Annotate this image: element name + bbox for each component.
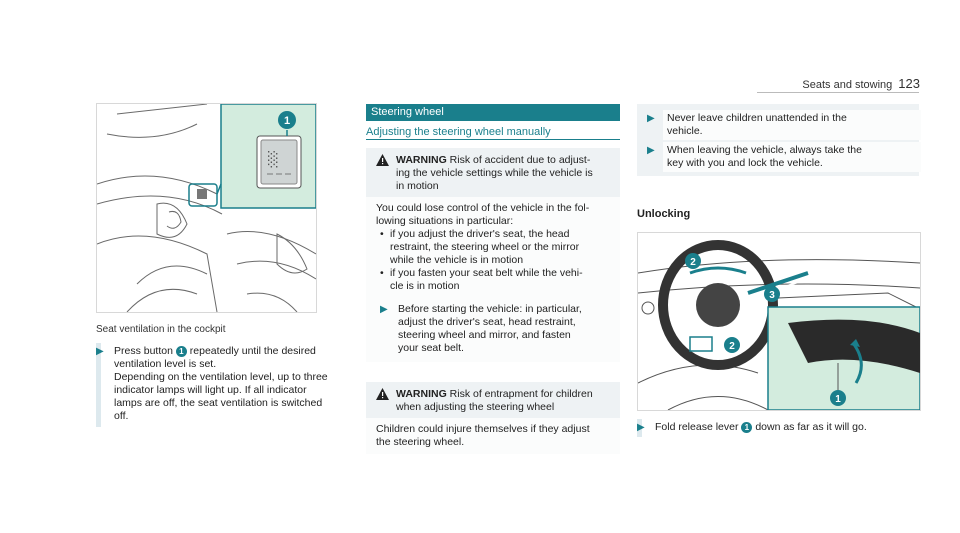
step-arrow-icon: ▶ xyxy=(647,113,655,124)
warning-box-accident xyxy=(366,148,620,362)
running-header xyxy=(802,76,920,91)
callout-1: 1 xyxy=(835,394,841,405)
warning-icon xyxy=(376,388,389,400)
num-badge-1: 1 xyxy=(176,346,187,357)
warning-body-line: Children could injure themselves if they adjust xyxy=(376,423,590,435)
callout-3: 3 xyxy=(769,290,775,301)
figure-caption: Seat ventilation in the cockpit xyxy=(96,324,226,335)
warning-body-line: You could lose control of the vehicle in the fol- xyxy=(376,202,590,214)
step-prefix: Press button xyxy=(114,345,173,357)
step-when-leaving: ▶ When leaving the vehicle, always take the key with you and lock the vehicle. xyxy=(663,142,921,172)
warning-head xyxy=(366,148,620,197)
seat-ventilation-figure xyxy=(96,103,317,313)
step-line1: repeatedly until the desired xyxy=(189,345,316,357)
step-line: lamps are off, the seat ventilation is switched xyxy=(114,397,323,409)
warning-head-line: Risk of entrapment for children xyxy=(449,388,593,400)
warning-body xyxy=(366,418,620,454)
bullet-item: • if you fasten your seat belt while the vehi- cle is in motion xyxy=(376,267,610,293)
step-line: Depending on the ventilation level, up to three xyxy=(114,371,328,383)
warning-step: ▶ Before starting the vehicle: in particular, adjust the driver's seat, head restraint, steering wheel and mirror, and fasten your seat belt. xyxy=(380,303,582,354)
warning-body-line: the steering wheel. xyxy=(376,436,465,448)
step-arrow-icon: ▶ xyxy=(647,145,655,156)
steps-panel xyxy=(637,104,919,176)
subsection-rule xyxy=(366,139,620,140)
step-fold-lever xyxy=(637,421,919,434)
step-never-leave: ▶ Never leave children unattended in the vehicle. xyxy=(663,110,921,140)
steering-wheel-illustration xyxy=(638,233,920,410)
warning-label: WARNING xyxy=(396,388,447,400)
subsection-title: Adjusting the steering wheel manually xyxy=(366,126,551,138)
bullet-item: • if you adjust the driver's seat, the head restraint, the steering wheel or the mirror while the vehicle is in motion xyxy=(376,228,610,267)
callout-2b: 2 xyxy=(729,341,735,352)
step-arrow-icon: ▶ xyxy=(96,346,104,357)
warning-head-line: ing the vehicle settings while the vehicle is xyxy=(396,167,593,179)
header-section: Seats and stowing xyxy=(802,79,893,91)
page-number: 123 xyxy=(898,76,920,91)
steering-column-figure xyxy=(637,232,921,411)
step-arrow-icon: ▶ xyxy=(380,304,388,315)
step-line: ventilation level is set. xyxy=(114,358,217,370)
warning-icon xyxy=(376,154,389,166)
warning-head-line: in motion xyxy=(396,180,439,192)
step-line: indicator lamps will light up. If all indicator xyxy=(114,384,307,396)
step-line: off. xyxy=(114,410,129,422)
num-badge-1: 1 xyxy=(741,422,752,433)
callout-1: 1 xyxy=(283,115,291,127)
warning-body-line: lowing situations in particular: xyxy=(376,215,514,227)
unlocking-heading: Unlocking xyxy=(637,208,691,220)
svg-text:░: ░ xyxy=(268,152,279,168)
warning-body xyxy=(366,197,620,362)
header-rule xyxy=(757,92,919,93)
section-title: Steering wheel xyxy=(366,104,620,121)
cockpit-door-illustration xyxy=(97,104,316,312)
warning-head xyxy=(366,382,620,418)
callout-2: 2 xyxy=(690,257,696,268)
step-rest: down as far as it will go. xyxy=(755,421,867,433)
warning-head-line: Risk of accident due to adjust- xyxy=(449,154,591,166)
warning-bullets xyxy=(376,228,610,293)
step-prefix: Fold release lever xyxy=(655,421,739,433)
warning-head-line: when adjusting the steering wheel xyxy=(396,401,555,413)
step-press-button xyxy=(96,345,364,423)
step-arrow-icon: ▶ xyxy=(637,422,645,433)
warning-box-entrapment xyxy=(366,382,620,454)
warning-label: WARNING xyxy=(396,154,447,166)
